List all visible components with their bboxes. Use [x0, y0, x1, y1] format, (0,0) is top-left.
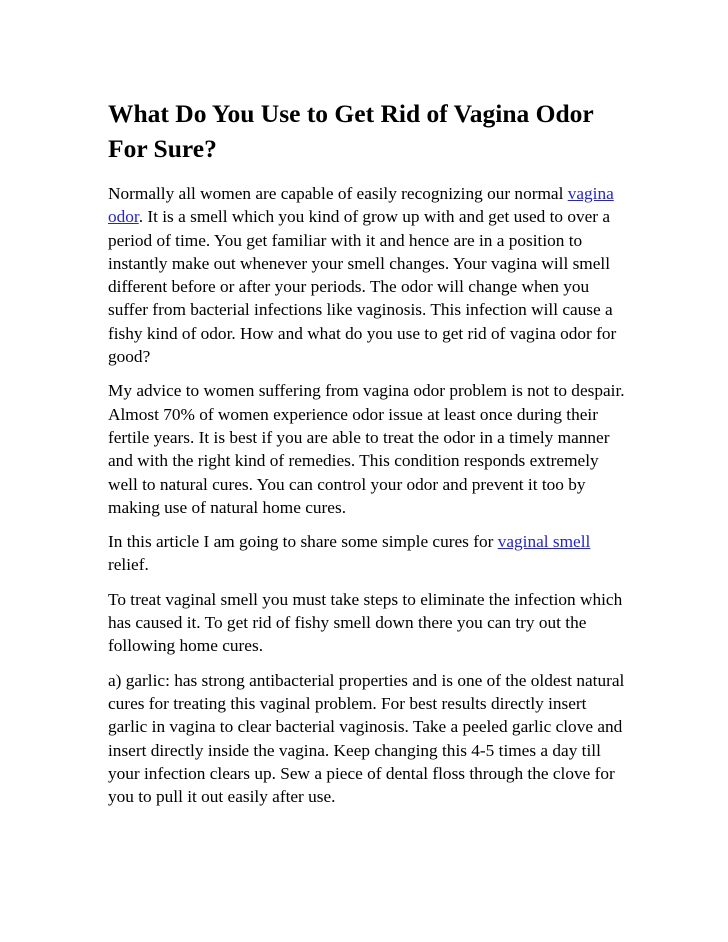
paragraph-article-intro-end: relief.: [108, 555, 149, 575]
document-page: [108, 96, 628, 819]
paragraph-advice: My advice to women suffering from vagina odor problem is not to despair. Almost 70% of women experience odor issue at least once during their fertile years. It is best if you are able to treat the odor in a timely manner and with the right kind of remedies. This condition responds extremely well to natural cures. You can control your odor and prevent it too by making use of natural home cures.: [108, 381, 625, 517]
paragraph-intro: [108, 182, 628, 368]
paragraph-article-intro-start: In this article I am going to share some simple cures for: [108, 532, 498, 552]
paragraph-intro-text-end: . It is a smell which you kind of grow up with and get used to over a period of time. You get familiar with it and hence are in a position to instantly make out whenever your smell changes. Your vagina will smell different before or after your periods. The odor will change when you suffer from bacterial infections like vaginosis. This infection will cause a fishy kind of odor. How and what do you use to get rid of vagina odor for good?: [108, 207, 617, 367]
paragraph-article-intro: [108, 530, 628, 577]
paragraph-treatment: To treat vaginal smell you must take steps to eliminate the infection which has caused it. To get rid of fishy smell down there you can try out the following home cures.: [108, 589, 623, 656]
paragraph-garlic: a) garlic: has strong antibacterial properties and is one of the oldest natural cures for treating this vaginal problem. For best results directly insert garlic in vagina to clear bacterial vaginosis. Take a peeled garlic clove and insert directly inside the vagina. Keep changing this 4-5 times a day till your infection clears up. Sew a piece of dental floss through the clove for you to pull it out easily after use.: [108, 670, 625, 807]
document-title: What Do You Use to Get Rid of Vagina Odor For Sure?: [108, 99, 594, 163]
vagina-odor-link[interactable]: vagina odor: [108, 184, 614, 227]
vaginal-smell-link[interactable]: vaginal smell: [497, 532, 591, 552]
paragraph-intro-text-start: Normally all women are capable of easily recognizing our normal: [108, 184, 568, 203]
